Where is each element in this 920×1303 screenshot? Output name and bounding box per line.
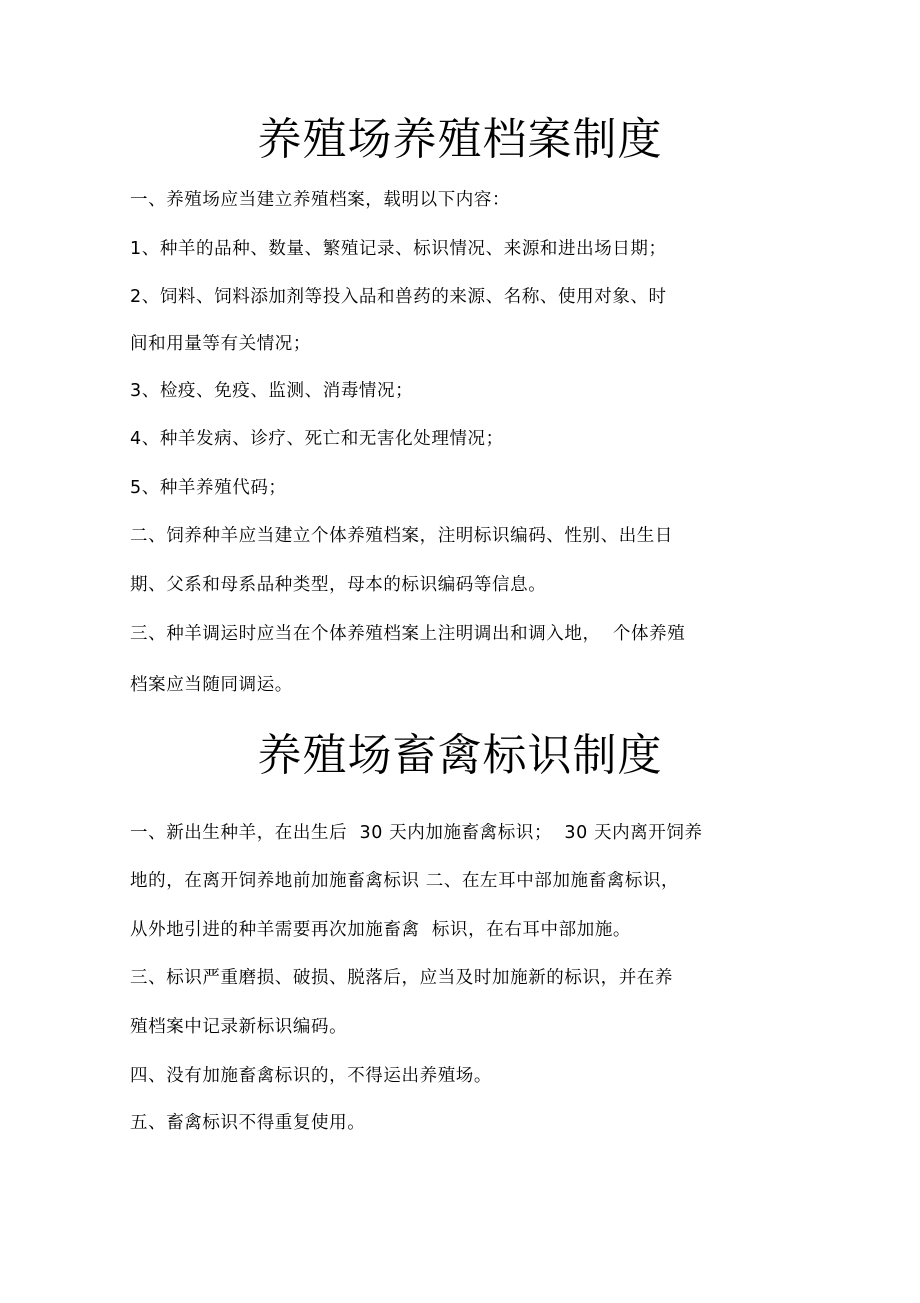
- sec2-line-1: 一、新出生种羊，在出生后 30 天内加施畜禽标识； 30 天内离开饲养: [130, 823, 703, 843]
- sec2-line-3: 从外地引进的种羊需要再次加施畜禽 标识，在右耳中部加施。: [130, 920, 632, 940]
- title-breeding-archive-system: 养殖场养殖档案制度: [257, 114, 663, 165]
- sec1-line-3: 2、饲料、饲料添加剂等投入品和兽药的来源、名称、使用对象、时: [130, 287, 667, 307]
- sec1-line-7: 5、种羊养殖代码；: [130, 478, 287, 498]
- sec1-line-10: 三、种羊调运时应当在个体养殖档案上注明调出和调入地， 个体养殖: [130, 624, 686, 644]
- sec1-line-8: 二、饲养种羊应当建立个体养殖档案，注明标识编码、性别、出生日: [130, 526, 673, 546]
- sec1-line-5: 3、检疫、免疫、监测、消毒情况；: [130, 381, 414, 401]
- sec1-line-6: 4、种羊发病、诊疗、死亡和无害化处理情况；: [130, 429, 504, 449]
- title-livestock-tag-system: 养殖场畜禽标识制度: [257, 730, 663, 781]
- sec2-line-6: 四、没有加施畜禽标识的，不得运出养殖场。: [130, 1066, 492, 1086]
- sec1-line-2: 1、种羊的品种、数量、繁殖记录、标识情况、来源和进出场日期；: [130, 239, 667, 259]
- sec2-line-5: 殖档案中记录新标识编码。: [130, 1017, 348, 1037]
- sec2-line-7: 五、畜禽标识不得重复使用。: [130, 1113, 366, 1133]
- sec1-line-9: 期、父系和母系品种类型，母本的标识编码等信息。: [130, 575, 547, 595]
- sec1-line-1: 一、养殖场应当建立养殖档案，载明以下内容：: [130, 190, 511, 210]
- sec1-line-11: 档案应当随同调运。: [130, 675, 293, 695]
- sec1-line-4: 间和用量等有关情况；: [130, 334, 311, 354]
- sec2-line-4: 三、标识严重磨损、破损、脱落后，应当及时加施新的标识，并在养: [130, 968, 673, 988]
- sec2-line-2: 地的，在离开饲养地前加施畜禽标识 二、在左耳中部加施畜禽标识，: [130, 871, 680, 891]
